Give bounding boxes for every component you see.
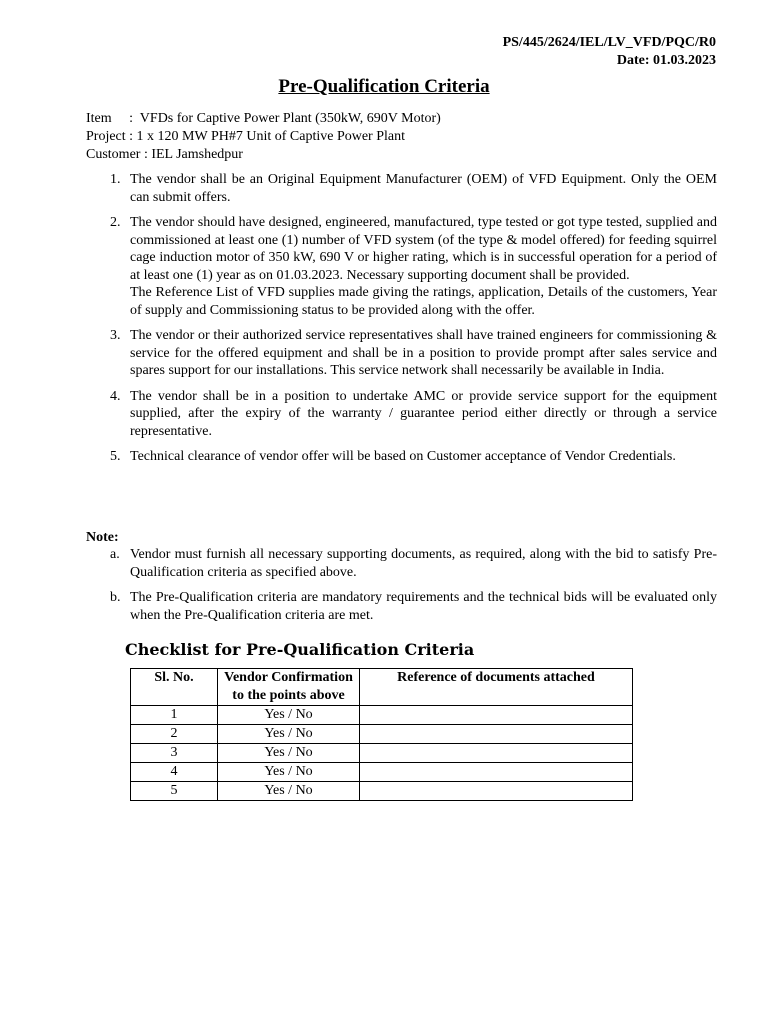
row-sl-no: 2 bbox=[131, 725, 218, 744]
checklist-row bbox=[131, 763, 633, 782]
row-confirmation[interactable]: Yes / No bbox=[218, 782, 360, 801]
meta-project: Project : 1 x 120 MW PH#7 Unit of Captive Power Plant bbox=[86, 129, 405, 144]
note-list bbox=[86, 546, 717, 632]
criteria-text: The vendor should have designed, engineered, manufactured, type tested or got type tested, supplied and commissioned at least one (1) number of VFD system (of the type & model offered) for feeding squirrel cage induction motor of 350 kW, 690 V or higher rating, which is in successful operation for a period of at least one (1) year as on 01.03.2023. Necessary supporting document shall be provided. bbox=[130, 215, 717, 283]
checklist-row bbox=[131, 782, 633, 801]
row-document-reference[interactable] bbox=[360, 725, 633, 744]
criteria-item-1 bbox=[86, 171, 717, 206]
criteria-item-2 bbox=[86, 214, 717, 319]
row-confirmation[interactable]: Yes / No bbox=[218, 706, 360, 725]
header-vendor-confirmation: Vendor Confirmation to the points above bbox=[218, 669, 360, 706]
criteria-text: The vendor shall be an Original Equipment Manufacturer (OEM) of VFD Equipment. Only the OEM can submit offers. bbox=[130, 172, 717, 205]
criteria-number: 2. bbox=[110, 215, 121, 230]
criteria-item-5 bbox=[86, 448, 717, 466]
checklist-row bbox=[131, 744, 633, 763]
criteria-text: The vendor or their authorized service representatives shall have trained engineers for commissioning & service for the offered equipment and shall be in a position to provide prompt after sales service and spares support for our installations. This service network shall necessarily be available in India. bbox=[130, 328, 717, 378]
row-document-reference[interactable] bbox=[360, 744, 633, 763]
criteria-item-3 bbox=[86, 327, 717, 380]
checklist-table bbox=[130, 668, 633, 801]
row-document-reference[interactable] bbox=[360, 763, 633, 782]
note-item-b bbox=[86, 589, 717, 624]
criteria-list bbox=[86, 171, 717, 474]
row-document-reference[interactable] bbox=[360, 782, 633, 801]
meta-item: Item : VFDs for Captive Power Plant (350kW, 690V Motor) bbox=[86, 111, 441, 126]
criteria-text: The vendor shall be in a position to undertake AMC or provide service support for the equipment supplied, after the expiry of the warranty / guarantee period either directly or through a service representative. bbox=[130, 388, 717, 439]
document-meta bbox=[86, 110, 441, 164]
criteria-text: Technical clearance of vendor offer will be based on Customer acceptance of Vendor Credentials. bbox=[130, 449, 676, 464]
criteria-text-extra: The Reference List of VFD supplies made giving the ratings, application, Details of the customers, Year of supply and Commissioning status to be provided along with the offer. bbox=[130, 285, 717, 318]
row-sl-no: 5 bbox=[131, 782, 218, 801]
criteria-number: 3. bbox=[110, 328, 121, 343]
checklist-row bbox=[131, 725, 633, 744]
checklist-header-row bbox=[131, 669, 633, 706]
checklist-row bbox=[131, 706, 633, 725]
document-header bbox=[503, 34, 716, 70]
note-item-a bbox=[86, 546, 717, 581]
criteria-item-4 bbox=[86, 388, 717, 441]
checklist-title: Checklist for Pre-Qualification Criteria bbox=[125, 640, 475, 659]
note-heading: Note: bbox=[86, 530, 119, 545]
criteria-number: 5. bbox=[110, 449, 121, 464]
document-date: Date: 01.03.2023 bbox=[616, 53, 716, 68]
row-document-reference[interactable] bbox=[360, 706, 633, 725]
page-title: Pre-Qualification Criteria bbox=[278, 76, 490, 97]
reference-number: PS/445/2624/IEL/LV_VFD/PQC/R0 bbox=[502, 35, 716, 50]
row-sl-no: 4 bbox=[131, 763, 218, 782]
row-sl-no: 3 bbox=[131, 744, 218, 763]
row-confirmation[interactable]: Yes / No bbox=[218, 725, 360, 744]
criteria-number: 1. bbox=[110, 172, 121, 187]
criteria-number: 4. bbox=[110, 388, 121, 404]
row-confirmation[interactable]: Yes / No bbox=[218, 763, 360, 782]
meta-customer: Customer : IEL Jamshedpur bbox=[86, 147, 243, 162]
header-document-reference: Reference of documents attached bbox=[360, 669, 633, 706]
note-text: Vendor must furnish all necessary supporting documents, as required, along with the bid to satisfy Pre-Qualification criteria as specified above. bbox=[130, 547, 717, 580]
note-letter: a. bbox=[110, 547, 120, 562]
header-sl-no: Sl. No. bbox=[131, 669, 218, 706]
row-confirmation[interactable]: Yes / No bbox=[218, 744, 360, 763]
row-sl-no: 1 bbox=[131, 706, 218, 725]
note-text: The Pre-Qualification criteria are mandatory requirements and the technical bids will be evaluated only when the Pre-Qualification criteria are met. bbox=[130, 590, 717, 623]
note-letter: b. bbox=[110, 590, 121, 605]
